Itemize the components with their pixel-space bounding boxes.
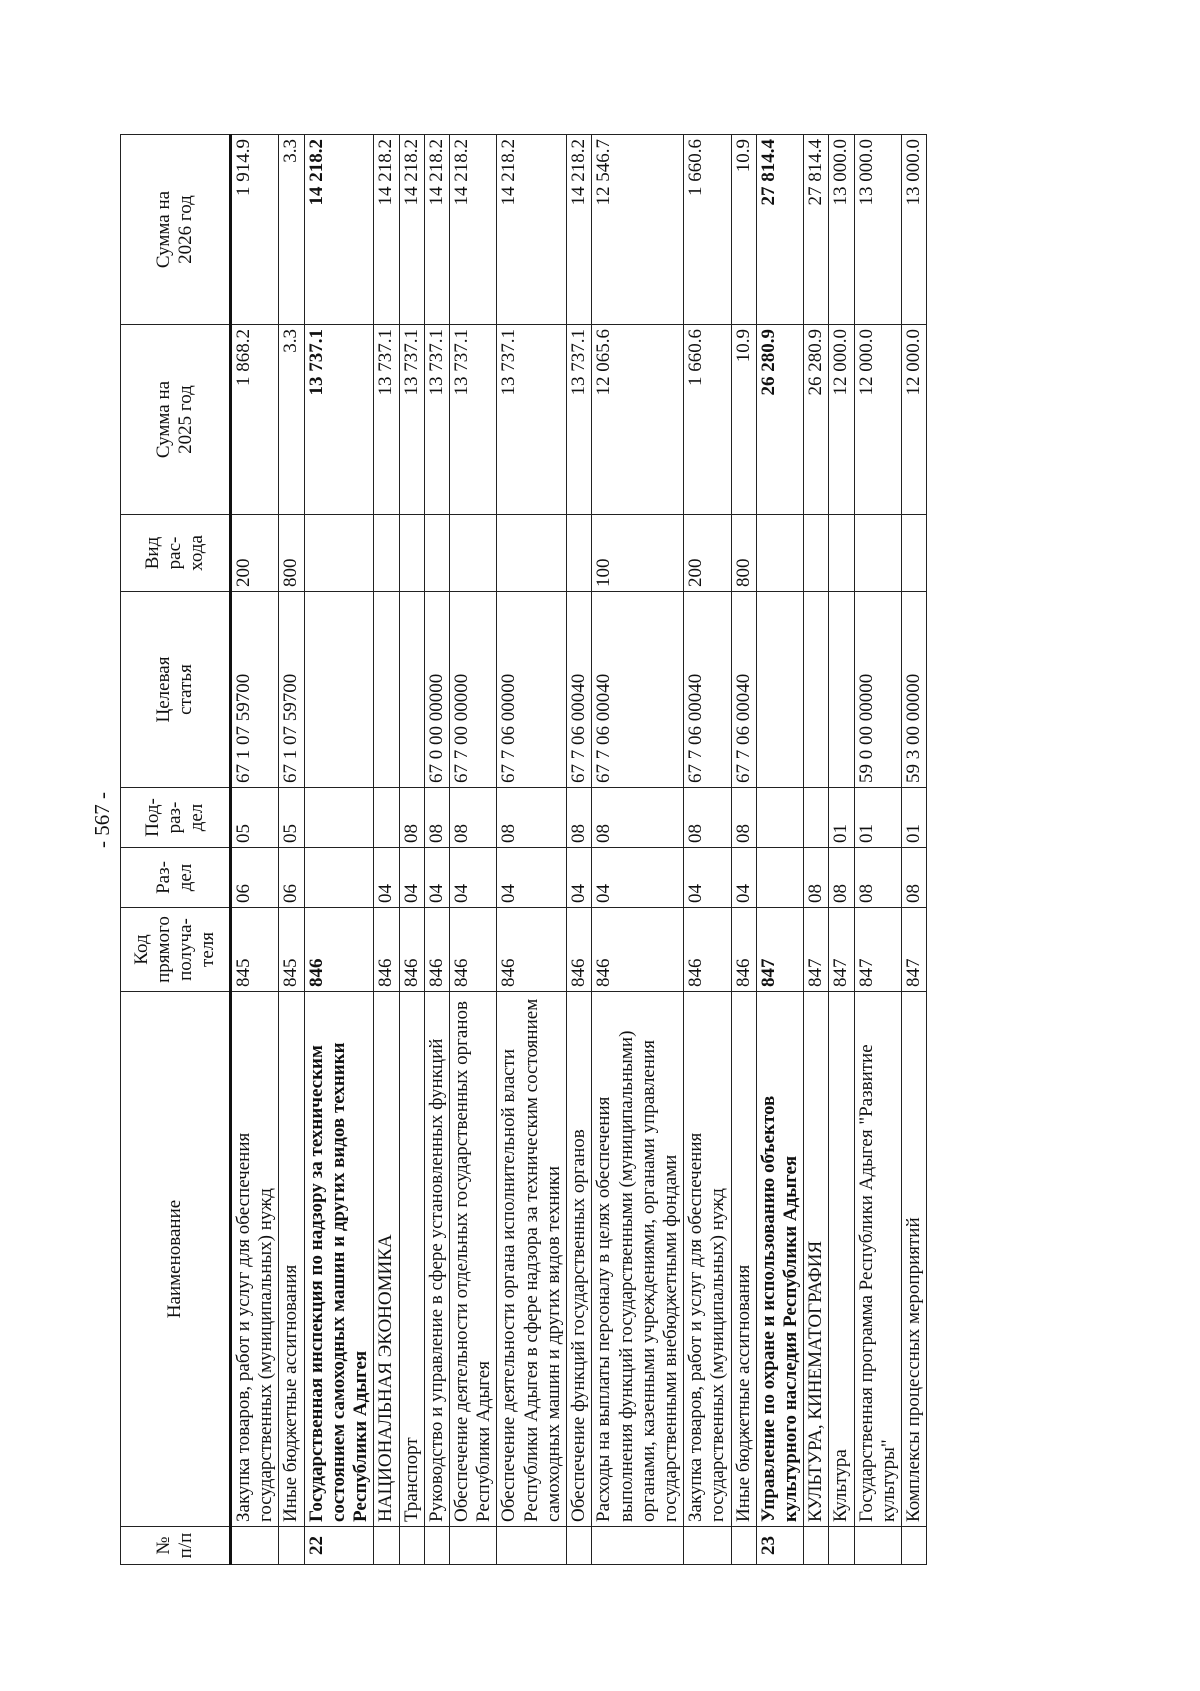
row-expense-type-cell (374, 515, 399, 592)
row-name-cell: Комплексы процессных мероприятий (902, 992, 927, 1527)
row-sum-2026-cell: 10.9 (731, 135, 756, 325)
row-sum-2025-cell: 13 737.1 (399, 325, 424, 515)
row-section-cell: 04 (497, 848, 567, 908)
row-number-cell (567, 1527, 592, 1565)
row-number-cell (449, 1527, 496, 1565)
row-sum-2025-cell: 12 000.0 (829, 325, 854, 515)
row-sum-2026-cell: 14 218.2 (449, 135, 496, 325)
row-name-cell: Иные бюджетные ассигнования (279, 992, 304, 1527)
row-name-cell: Закупка товаров, работ и услуг для обеспечения государственных (муниципальных) нужд (231, 992, 279, 1527)
row-sum-2026-cell: 13 000.0 (829, 135, 854, 325)
row-subsection-cell (756, 788, 803, 848)
row-recipient-code-cell: 846 (449, 908, 496, 992)
row-expense-type-cell: 800 (731, 515, 756, 592)
row-section-cell: 06 (231, 848, 279, 908)
table-row (231, 135, 279, 1565)
row-section-cell (756, 848, 803, 908)
row-subsection-cell: 01 (902, 788, 927, 848)
header-sum-2025: Сумма на 2025 год (121, 325, 231, 515)
row-sum-2026-cell: 14 218.2 (424, 135, 449, 325)
row-number-cell (854, 1527, 901, 1565)
header-target-article: Целевая статья (121, 592, 231, 788)
row-target-article-cell: 67 7 06 00040 (684, 592, 731, 788)
row-expense-type-cell (497, 515, 567, 592)
row-recipient-code-cell: 846 (374, 908, 399, 992)
header-recipient-code: Код прямого получа- теля (121, 908, 231, 992)
row-target-article-cell: 67 7 06 00040 (567, 592, 592, 788)
row-target-article-cell: 67 7 06 00040 (731, 592, 756, 788)
row-name-cell: Руководство и управление в сфере установленных функций (424, 992, 449, 1527)
table-row (567, 135, 592, 1565)
row-number-cell: 22 (304, 1527, 374, 1565)
row-recipient-code-cell: 847 (902, 908, 927, 992)
row-recipient-code-cell: 847 (854, 908, 901, 992)
row-subsection-cell: 08 (592, 788, 684, 848)
row-number-cell (902, 1527, 927, 1565)
row-subsection-cell: 01 (854, 788, 901, 848)
row-sum-2025-cell: 13 737.1 (374, 325, 399, 515)
table-row (592, 135, 684, 1565)
table-row (756, 135, 803, 1565)
table-row (902, 135, 927, 1565)
row-section-cell: 04 (399, 848, 424, 908)
row-name-cell: КУЛЬТУРА, КИНЕМАТОГРАФИЯ (804, 992, 829, 1527)
table-row (449, 135, 496, 1565)
row-section-cell: 04 (684, 848, 731, 908)
row-target-article-cell (829, 592, 854, 788)
row-expense-type-cell (424, 515, 449, 592)
row-sum-2026-cell: 14 218.2 (304, 135, 374, 325)
row-name-cell: Закупка товаров, работ и услуг для обеспечения государственных (муниципальных) нужд (684, 992, 731, 1527)
table-row (279, 135, 304, 1565)
row-sum-2025-cell: 3.3 (279, 325, 304, 515)
row-section-cell: 08 (804, 848, 829, 908)
row-number-cell (424, 1527, 449, 1565)
row-number-cell (592, 1527, 684, 1565)
header-name: Наименование (121, 992, 231, 1527)
row-sum-2026-cell: 13 000.0 (854, 135, 901, 325)
row-sum-2025-cell: 13 737.1 (567, 325, 592, 515)
row-sum-2025-cell: 13 737.1 (497, 325, 567, 515)
row-expense-type-cell (902, 515, 927, 592)
row-subsection-cell: 08 (497, 788, 567, 848)
table-row (497, 135, 567, 1565)
page-number: - 567 - (90, 792, 114, 848)
row-sum-2026-cell: 14 218.2 (399, 135, 424, 325)
row-expense-type-cell (854, 515, 901, 592)
row-number-cell (279, 1527, 304, 1565)
budget-table-container (120, 135, 1025, 1565)
row-sum-2025-cell: 10.9 (731, 325, 756, 515)
row-sum-2025-cell: 26 280.9 (756, 325, 803, 515)
row-number-cell: 23 (756, 1527, 803, 1565)
row-number-cell (684, 1527, 731, 1565)
row-name-cell: Обеспечение деятельности отдельных государственных органов Республики Адыгея (449, 992, 496, 1527)
row-name-cell: Управление по охране и использованию объектов культурного наследия Республики Адыгея (756, 992, 803, 1527)
row-target-article-cell: 59 0 00 00000 (854, 592, 901, 788)
row-section-cell: 08 (854, 848, 901, 908)
row-recipient-code-cell: 846 (304, 908, 374, 992)
table-row (424, 135, 449, 1565)
row-section-cell: 08 (902, 848, 927, 908)
table-row (399, 135, 424, 1565)
table-header-row (121, 135, 231, 1565)
row-subsection-cell: 08 (731, 788, 756, 848)
row-target-article-cell: 67 7 06 00040 (592, 592, 684, 788)
row-sum-2026-cell: 27 814.4 (804, 135, 829, 325)
row-section-cell: 04 (449, 848, 496, 908)
row-number-cell (731, 1527, 756, 1565)
row-expense-type-cell (804, 515, 829, 592)
table-row (829, 135, 854, 1565)
row-target-article-cell (304, 592, 374, 788)
row-recipient-code-cell: 846 (592, 908, 684, 992)
row-expense-type-cell (829, 515, 854, 592)
row-name-cell: Расходы на выплаты персоналу в целях обеспечения выполнения функций государственными (муниципальными) органами, казенными учреждениями, органами управления государственными внебюджетными фондами (592, 992, 684, 1527)
row-expense-type-cell (449, 515, 496, 592)
row-target-article-cell: 67 7 06 00000 (497, 592, 567, 788)
row-section-cell: 04 (731, 848, 756, 908)
row-sum-2025-cell: 13 737.1 (449, 325, 496, 515)
row-subsection-cell (374, 788, 399, 848)
header-subsection: Под- раз- дел (121, 788, 231, 848)
row-sum-2026-cell: 27 814.4 (756, 135, 803, 325)
row-subsection-cell: 08 (449, 788, 496, 848)
table-row (731, 135, 756, 1565)
row-section-cell: 08 (829, 848, 854, 908)
header-expense-type: Вид рас- хода (121, 515, 231, 592)
row-recipient-code-cell: 847 (804, 908, 829, 992)
row-sum-2025-cell: 12 065.6 (592, 325, 684, 515)
table-row (304, 135, 374, 1565)
row-recipient-code-cell: 846 (731, 908, 756, 992)
budget-table (120, 134, 927, 1565)
row-target-article-cell: 67 0 00 00000 (424, 592, 449, 788)
row-sum-2026-cell: 14 218.2 (497, 135, 567, 325)
row-section-cell: 06 (279, 848, 304, 908)
row-expense-type-cell: 200 (231, 515, 279, 592)
row-sum-2025-cell: 13 737.1 (304, 325, 374, 515)
table-row (854, 135, 901, 1565)
row-sum-2025-cell: 12 000.0 (902, 325, 927, 515)
row-subsection-cell (304, 788, 374, 848)
row-name-cell: Иные бюджетные ассигнования (731, 992, 756, 1527)
row-sum-2026-cell: 1 914.9 (231, 135, 279, 325)
row-target-article-cell: 59 3 00 00000 (902, 592, 927, 788)
row-target-article-cell (374, 592, 399, 788)
row-subsection-cell: 01 (829, 788, 854, 848)
row-name-cell: Обеспечение функций государственных органов (567, 992, 592, 1527)
row-subsection-cell: 08 (684, 788, 731, 848)
row-recipient-code-cell: 845 (279, 908, 304, 992)
row-recipient-code-cell: 846 (497, 908, 567, 992)
row-sum-2026-cell: 14 218.2 (374, 135, 399, 325)
row-subsection-cell (804, 788, 829, 848)
row-number-cell (231, 1527, 279, 1565)
row-target-article-cell: 67 1 07 59700 (279, 592, 304, 788)
row-expense-type-cell: 100 (592, 515, 684, 592)
row-section-cell: 04 (424, 848, 449, 908)
row-section-cell (304, 848, 374, 908)
row-sum-2025-cell: 12 000.0 (854, 325, 901, 515)
row-target-article-cell: 67 1 07 59700 (231, 592, 279, 788)
row-subsection-cell: 08 (567, 788, 592, 848)
row-recipient-code-cell: 846 (399, 908, 424, 992)
row-sum-2025-cell: 1 660.6 (684, 325, 731, 515)
row-sum-2026-cell: 13 000.0 (902, 135, 927, 325)
row-expense-type-cell: 200 (684, 515, 731, 592)
row-target-article-cell: 67 7 00 00000 (449, 592, 496, 788)
row-sum-2026-cell: 1 660.6 (684, 135, 731, 325)
row-number-cell (804, 1527, 829, 1565)
row-recipient-code-cell: 847 (829, 908, 854, 992)
row-sum-2026-cell: 12 546.7 (592, 135, 684, 325)
table-row (374, 135, 399, 1565)
row-expense-type-cell (756, 515, 803, 592)
row-expense-type-cell (399, 515, 424, 592)
row-sum-2025-cell: 26 280.9 (804, 325, 829, 515)
row-number-cell (829, 1527, 854, 1565)
row-subsection-cell: 08 (399, 788, 424, 848)
table-row (684, 135, 731, 1565)
row-sum-2026-cell: 14 218.2 (567, 135, 592, 325)
row-subsection-cell: 08 (424, 788, 449, 848)
row-section-cell: 04 (374, 848, 399, 908)
row-sum-2025-cell: 1 868.2 (231, 325, 279, 515)
row-target-article-cell (804, 592, 829, 788)
row-name-cell: Обеспечение деятельности органа исполнительной власти Республики Адыгея в сфере надзора за техническим состоянием самоходных машин и других видов техники (497, 992, 567, 1527)
row-recipient-code-cell: 846 (567, 908, 592, 992)
row-name-cell: Государственная программа Республики Адыгея "Развитие культуры" (854, 992, 901, 1527)
table-row (804, 135, 829, 1565)
row-expense-type-cell (304, 515, 374, 592)
row-expense-type-cell (567, 515, 592, 592)
row-subsection-cell: 05 (279, 788, 304, 848)
row-target-article-cell (756, 592, 803, 788)
row-recipient-code-cell: 846 (684, 908, 731, 992)
row-target-article-cell (399, 592, 424, 788)
table-body (231, 135, 927, 1565)
row-recipient-code-cell: 846 (424, 908, 449, 992)
row-sum-2026-cell: 3.3 (279, 135, 304, 325)
row-expense-type-cell: 800 (279, 515, 304, 592)
header-sum-2026: Сумма на 2026 год (121, 135, 231, 325)
header-section: Раз- дел (121, 848, 231, 908)
row-name-cell: НАЦИОНАЛЬНАЯ ЭКОНОМИКА (374, 992, 399, 1527)
row-section-cell: 04 (592, 848, 684, 908)
row-recipient-code-cell: 847 (756, 908, 803, 992)
row-subsection-cell: 05 (231, 788, 279, 848)
row-recipient-code-cell: 845 (231, 908, 279, 992)
row-section-cell: 04 (567, 848, 592, 908)
row-name-cell: Культура (829, 992, 854, 1527)
row-name-cell: Государственная инспекция по надзору за техническим состоянием самоходных машин и других видов техники Республики Адыгея (304, 992, 374, 1527)
row-name-cell: Транспорт (399, 992, 424, 1527)
row-sum-2025-cell: 13 737.1 (424, 325, 449, 515)
row-number-cell (374, 1527, 399, 1565)
row-number-cell (399, 1527, 424, 1565)
header-number: № п/п (121, 1527, 231, 1565)
row-number-cell (497, 1527, 567, 1565)
